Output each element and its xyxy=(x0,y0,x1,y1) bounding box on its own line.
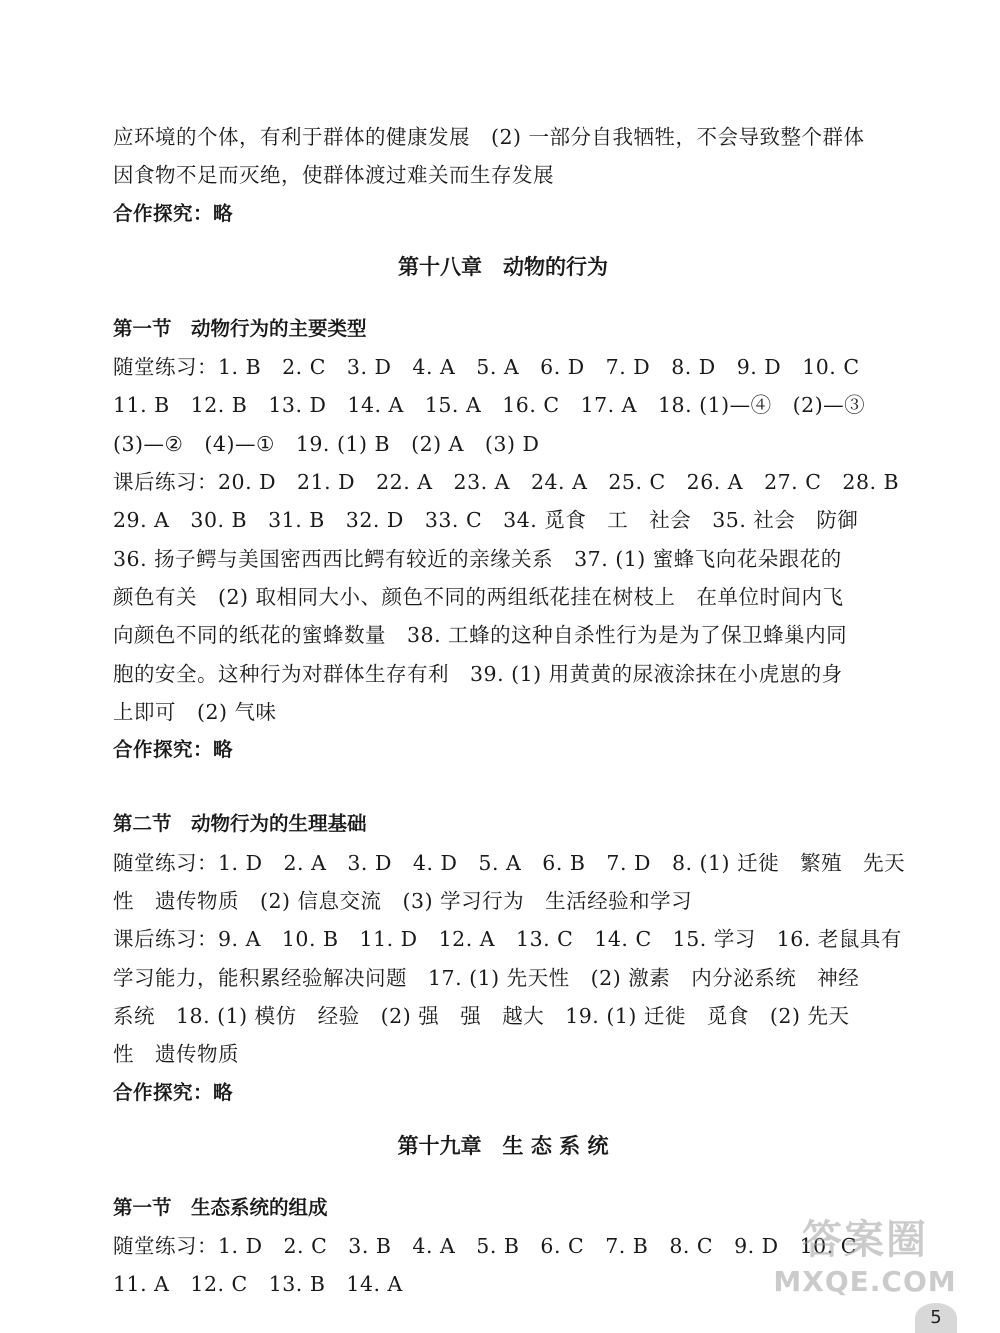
text-line: 29. A 30. B 31. B 32. D 33. C 34. 觅食 工 社会 35. 社会 防御 xyxy=(113,508,859,533)
text-line: 随堂练习：1. D 2. C 3. B 4. A 5. B 6. C 7. B 8. C 9. D 10. C xyxy=(113,1234,857,1259)
cooperation-note: 合作探究：略 xyxy=(113,1080,234,1104)
text-line: 课后练习：9. A 10. B 11. D 12. A 13. C 14. C 15. 学习 16. 老鼠具有 xyxy=(113,927,902,952)
chapter-title-19: 第十九章 生 态 系 统 xyxy=(397,1133,609,1158)
text-line: (3)—② (4)—① 19. (1) B (2) A (3) D xyxy=(113,431,540,456)
page-number: 5 xyxy=(915,1303,957,1333)
text-line: 上即可 (2) 气味 xyxy=(113,699,277,724)
cooperation-note: 合作探究：略 xyxy=(113,738,234,762)
text-line: 因食物不足而灭绝，使群体渡过难关而生存发展 xyxy=(113,163,554,188)
text-line: 颜色有关 (2) 取相同大小、颜色不同的两组纸花挂在树枝上 在单位时间内飞 xyxy=(113,584,844,609)
text-line: 学习能力，能积累经验解决问题 17. (1) 先天性 (2) 激素 内分泌系统 神经 xyxy=(113,965,860,990)
section-body xyxy=(113,348,900,769)
section-title: 第一节 生态系统的组成 xyxy=(113,1195,328,1219)
text-line: 11. B 12. B 13. D 14. A 15. A 16. C 17. A 18. (1)—④ (2)—③ xyxy=(113,393,866,418)
watermark-url: MXQE.COM xyxy=(773,1265,957,1298)
cooperation-note: 合作探究：略 xyxy=(113,201,234,225)
chapter-title-18: 第十八章 动物的行为 xyxy=(398,254,608,279)
text-line: 36. 扬子鳄与美国密西西比鳄有较近的亲缘关系 37. (1) 蜜蜂飞向花朵跟花的 xyxy=(113,546,842,571)
text-line: 随堂练习：1. B 2. C 3. D 4. A 5. A 6. D 7. D 8. D 9. D 10. C xyxy=(113,355,860,380)
text-line: 应环境的个体，有利于群体的健康发展 (2) 一部分自我牺牲，不会导致整个群体 xyxy=(113,125,865,149)
watermark-logo: 答案圈 xyxy=(802,1217,928,1263)
text-line: 胞的安全。这种行为对群体生存有利 39. (1) 用黄黄的尿液涂抹在小虎崽的身 xyxy=(113,661,843,686)
answer-page xyxy=(113,118,906,1304)
section-title: 第一节 动物行为的主要类型 xyxy=(113,316,367,340)
section-body xyxy=(113,844,906,1112)
text-line: 性 遗传物质 (2) 信息交流 (3) 学习行为 生活经验和学习 xyxy=(113,889,693,914)
text-line: 课后练习：20. D 21. D 22. A 23. A 24. A 25. C 26. A 27. C 28. B xyxy=(113,470,900,495)
text-line: 系统 18. (1) 模仿 经验 (2) 强 强 越大 19. (1) 迁徙 觅食 (2) 先天 xyxy=(113,1003,850,1028)
text-line: 性 遗传物质 xyxy=(113,1042,239,1067)
text-line: 向颜色不同的纸花的蜜蜂数量 38. 工蜂的这种自杀性行为是为了保卫蜂巢内同 xyxy=(113,623,848,648)
site-watermark xyxy=(770,1215,960,1315)
text-line: 随堂练习：1. D 2. A 3. D 4. D 5. A 6. B 7. D 8. (1) 迁徙 繁殖 先天 xyxy=(113,850,906,875)
section-title: 第二节 动物行为的生理基础 xyxy=(113,812,367,836)
text-line: 11. A 12. C 13. B 14. A xyxy=(113,1272,403,1297)
